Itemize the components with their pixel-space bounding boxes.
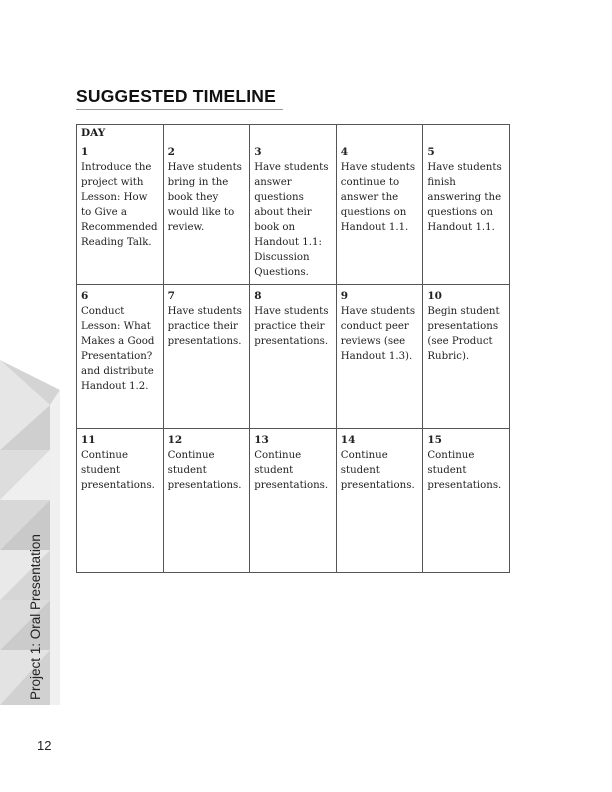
table-row <box>77 285 510 429</box>
table-row <box>77 429 510 573</box>
timeline-cell <box>77 125 164 285</box>
day-number: 12 <box>167 434 183 446</box>
day-number: 14 <box>340 434 356 446</box>
timeline-cell <box>77 285 164 429</box>
day-activity: Have students conduct peer reviews (see Handout 1.3). <box>340 306 416 362</box>
day-activity: Have students bring in the book they would like to review. <box>167 162 242 233</box>
timeline-cell <box>423 125 510 285</box>
timeline-cell <box>163 429 250 573</box>
day-number: 6 <box>81 290 89 302</box>
timeline-cell <box>336 429 423 573</box>
day-activity: Have students practice their presentations. <box>167 306 242 347</box>
table-row <box>77 125 510 285</box>
day-activity: Have students practice their presentations. <box>254 306 329 347</box>
day-number: 13 <box>254 434 269 446</box>
table-header-day: DAY <box>81 127 106 139</box>
day-number: 1 <box>81 146 89 158</box>
day-activity: Continue student presentations. <box>81 450 155 491</box>
title-underline <box>76 109 283 110</box>
day-number: 4 <box>340 146 349 158</box>
day-activity: Introduce the project with Lesson: How to Give a Recommended Reading Talk. <box>81 162 158 248</box>
timeline-cell <box>336 285 423 429</box>
timeline-table <box>76 124 510 573</box>
day-number: 2 <box>167 146 175 158</box>
day-activity: Have students continue to answer the questions on Handout 1.1. <box>340 162 416 233</box>
timeline-cell <box>163 125 250 285</box>
page-title: SUGGESTED TIMELINE <box>76 86 277 106</box>
section-side-label: Project 1: Oral Presentation <box>28 534 43 700</box>
day-activity: Have students answer questions about their book on Handout 1.1: Discussion Questions. <box>254 162 329 278</box>
timeline-cell <box>250 125 337 285</box>
timeline-cell <box>423 429 510 573</box>
day-activity: Continue student presentations. <box>427 450 502 491</box>
day-activity: Conduct Lesson: What Makes a Good Presentation? and distribute Handout 1.2. <box>81 306 155 392</box>
page-number: 12 <box>37 738 52 753</box>
day-number: 10 <box>427 290 442 302</box>
day-activity: Have students finish answering the questions on Handout 1.1. <box>427 162 502 233</box>
day-number: 9 <box>340 290 349 302</box>
timeline-cell <box>423 285 510 429</box>
timeline-cell <box>77 429 164 573</box>
timeline-cell <box>336 125 423 285</box>
day-number: 8 <box>254 290 262 302</box>
timeline-cell <box>163 285 250 429</box>
timeline-cell <box>250 429 337 573</box>
day-number: 7 <box>167 290 175 302</box>
day-activity: Continue student presentations. <box>167 450 242 491</box>
timeline-cell <box>250 285 337 429</box>
day-number: 5 <box>427 146 435 158</box>
day-activity: Continue student presentations. <box>254 450 329 491</box>
day-activity: Begin student presentations (see Product Rubric). <box>427 306 500 362</box>
day-number: 11 <box>81 434 96 446</box>
day-number: 15 <box>427 434 442 446</box>
day-number: 3 <box>254 146 262 158</box>
day-activity: Continue student presentations. <box>340 450 415 491</box>
